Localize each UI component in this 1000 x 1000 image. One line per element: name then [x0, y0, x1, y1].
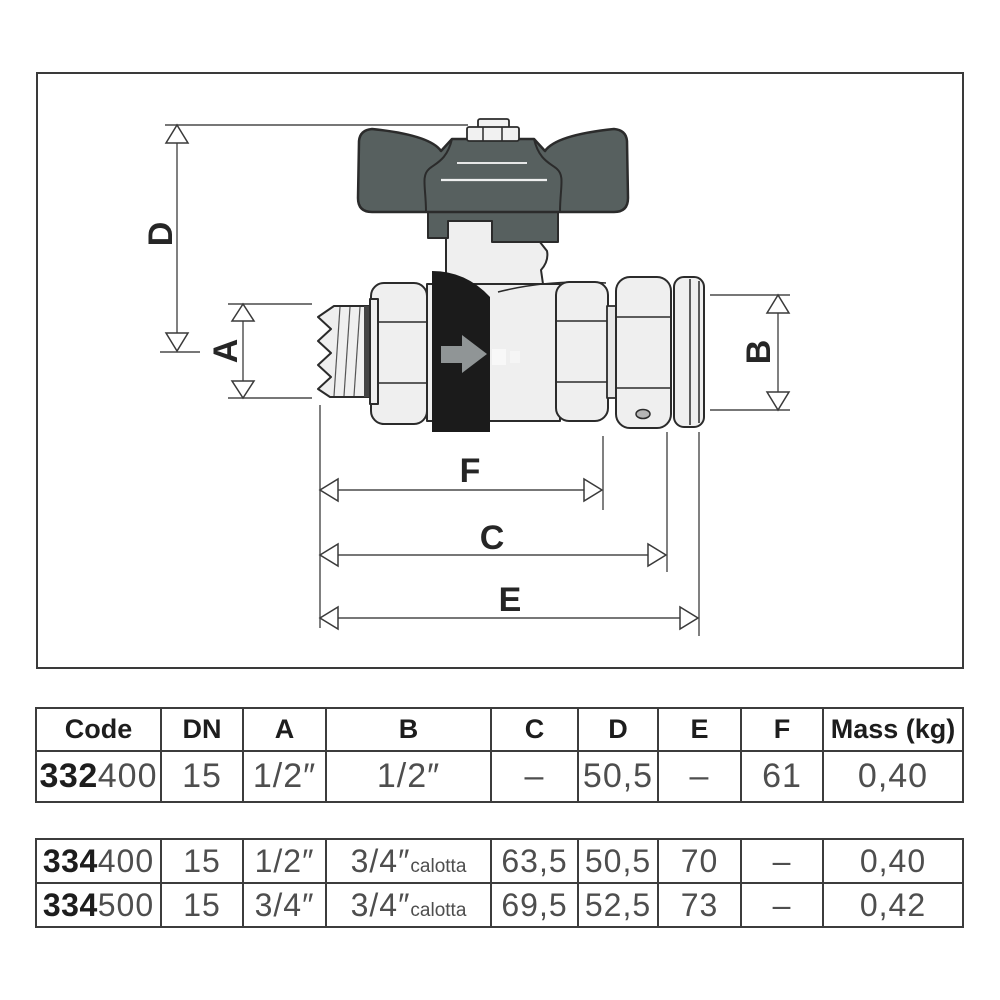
- washer: [607, 306, 616, 398]
- code-prefix: 332: [39, 757, 98, 795]
- cell-d: 50,5: [578, 839, 658, 883]
- thread-collar: [370, 299, 378, 404]
- spec-table-variants: [35, 838, 964, 928]
- col-header-dn: DN: [161, 708, 243, 751]
- cell-mass: 0,42: [823, 883, 963, 927]
- col-header-d: D: [578, 708, 658, 751]
- cell-code: [36, 883, 161, 927]
- cell-e: 73: [658, 883, 741, 927]
- table-header-row: [36, 708, 963, 751]
- swivel-nut-calotta: [616, 277, 671, 428]
- col-header-code: Code: [36, 708, 161, 751]
- col-header-c: C: [491, 708, 578, 751]
- col-header-a: A: [243, 708, 326, 751]
- cell-f: –: [741, 839, 823, 883]
- handle-bolt-hex: [467, 127, 519, 141]
- code-suffix: 500: [97, 886, 155, 923]
- cell-mass: 0,40: [823, 839, 963, 883]
- cell-f: 61: [741, 751, 823, 802]
- col-header-f: F: [741, 708, 823, 751]
- dim-label-c: C: [479, 519, 505, 557]
- cell-c: –: [491, 751, 578, 802]
- cell-dn: 15: [161, 883, 243, 927]
- table-row: [36, 751, 963, 802]
- b-note: calotta: [410, 855, 467, 877]
- table-row: [36, 839, 963, 883]
- code-suffix: 400: [97, 757, 158, 795]
- cell-f: –: [741, 883, 823, 927]
- code-prefix: 334: [42, 886, 98, 923]
- cell-e: –: [658, 751, 741, 802]
- union-hex-nut-left: [371, 283, 427, 424]
- dim-label-d: D: [142, 221, 180, 247]
- cell-a: 1/2″: [243, 751, 326, 802]
- cell-c: 63,5: [491, 839, 578, 883]
- calotta-dimple: [636, 410, 650, 419]
- cell-d: 52,5: [578, 883, 658, 927]
- col-header-mass: Mass (kg): [823, 708, 963, 751]
- cell-mass: 0,40: [823, 751, 963, 802]
- body-highlight: [510, 351, 520, 363]
- col-header-e: E: [658, 708, 741, 751]
- code-prefix: 334: [42, 842, 98, 879]
- dim-label-a: A: [207, 338, 245, 364]
- b-note: calotta: [410, 899, 467, 921]
- b-value: 3/4″: [350, 842, 411, 879]
- table-row: [36, 883, 963, 927]
- dim-label-b: B: [740, 339, 778, 365]
- cell-e: 70: [658, 839, 741, 883]
- cell-code: [36, 751, 161, 802]
- cell-dn: 15: [161, 839, 243, 883]
- cell-b: [326, 751, 491, 802]
- cell-d: 50,5: [578, 751, 658, 802]
- cell-b: [326, 883, 491, 927]
- col-header-b: B: [326, 708, 491, 751]
- cell-code: [36, 839, 161, 883]
- body-hex-right: [556, 282, 608, 421]
- b-value: 1/2″: [376, 757, 441, 795]
- dim-label-e: E: [498, 581, 522, 619]
- handle-collar: [428, 211, 558, 242]
- b-value: 3/4″: [350, 886, 411, 923]
- cell-c: 69,5: [491, 883, 578, 927]
- spec-table-main: [35, 707, 964, 803]
- code-suffix: 400: [97, 842, 155, 879]
- cell-a: 3/4″: [243, 883, 326, 927]
- cell-b: [326, 839, 491, 883]
- cell-a: 1/2″: [243, 839, 326, 883]
- cell-dn: 15: [161, 751, 243, 802]
- dim-label-f: F: [459, 452, 481, 490]
- body-highlight: [492, 349, 506, 365]
